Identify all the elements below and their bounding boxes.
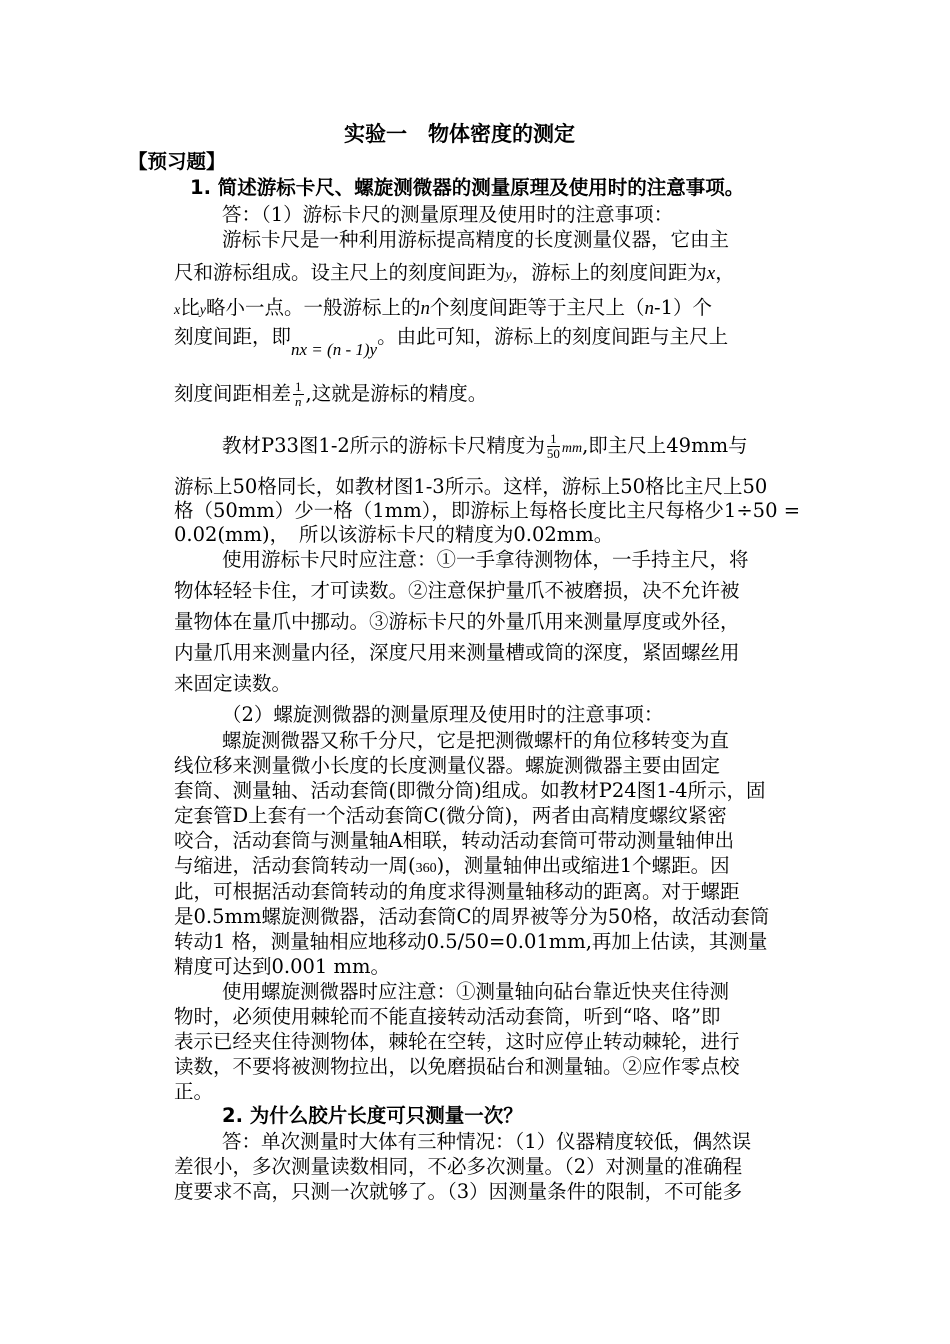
- paragraph-line: 游标卡尺是一种利用游标提高精度的长度测量仪器，它由主: [222, 228, 730, 251]
- paragraph-line: 线位移来测量微小长度的长度测量仪器。螺旋测微器主要由固定: [174, 754, 721, 777]
- paragraph-line: 尺和游标组成。设主尺上的刻度间距为y，游标上的刻度间距为x，: [174, 261, 735, 284]
- paragraph-line: 咬合，活动套筒与测量轴A相联，转动活动套筒可带动测量轴伸出: [174, 829, 735, 852]
- paragraph-line: 精度可达到0.001 mm。: [174, 955, 391, 978]
- paragraph-line: 此，可根据活动套筒转动的角度求得测量轴移动的距离。对于螺距: [174, 880, 740, 903]
- paragraph-line: x比y略小一点。一般游标上的n个刻度间距等于主尺上（n-1）个: [174, 296, 712, 319]
- paragraph-line: 是0.5mm螺旋测微器，活动套筒C的周界被等分为50格，故活动套筒: [174, 905, 770, 928]
- paragraph-line: 物时，必须使用棘轮而不能直接转动活动套筒，听到“咯、咯”即: [174, 1005, 721, 1028]
- paragraph-line: 差很小，多次测量读数相同，不必多次测量。（2）对测量的准确程: [174, 1155, 743, 1178]
- question-1: 1. 简述游标卡尺、螺旋测微器的测量原理及使用时的注意事项。: [190, 176, 745, 199]
- math-var: x: [174, 303, 181, 318]
- paragraph-line: 表示已经夹住待测物体，棘轮在空转，这时应停止转动棘轮，进行: [174, 1030, 740, 1053]
- answer-line: 答：单次测量时大体有三种情况：（1）仪器精度较低，偶然误: [222, 1130, 752, 1153]
- section-heading: 【预习题】: [128, 150, 226, 173]
- paragraph-line: 螺旋测微器又称千分尺，它是把测微螺杆的角位移转变为直: [222, 729, 730, 752]
- paragraph-line: 使用螺旋测微器时应注意：①测量轴向砧台靠近快夹住待测: [222, 980, 730, 1003]
- fraction: $\frac{1}{n}$: [295, 379, 302, 409]
- subsection-line: （2）螺旋测微器的测量原理及使用时的注意事项：: [222, 703, 664, 726]
- math-var: y: [505, 268, 512, 283]
- paragraph-line: 物体轻轻卡住，才可读数。②注意保护量爪不被磨损，决不允许被: [174, 579, 740, 602]
- paragraph-line: 度要求不高，只测一次就够了。（3）因测量条件的限制，不可能多: [174, 1180, 743, 1203]
- paragraph-line: 正。: [174, 1080, 214, 1103]
- equation: nx = (n - 1)y: [291, 340, 378, 359]
- math-var: y: [199, 303, 206, 318]
- paragraph-line: 刻度间距，即nx = (n - 1)y。由此可知，游标上的刻度间距与主尺上: [174, 325, 729, 359]
- paragraph-line: 使用游标卡尺时应注意：①一手拿待测物体，一手持主尺，将: [222, 548, 749, 571]
- paragraph-line: 转动1 格，测量轴相应地移动0.5/50=0.01mm,再加上估读，其测量: [174, 930, 768, 953]
- paragraph-line: 来固定读数。: [174, 672, 292, 695]
- fraction: $\frac{1}{50}$: [546, 431, 560, 461]
- math-var: x: [706, 263, 716, 284]
- paragraph-line: 套筒、测量轴、活动套筒(即微分筒)组成。如教材P24图1-4所示，固: [174, 779, 766, 802]
- question-2: 2. 为什么胶片长度可只测量一次？: [222, 1104, 523, 1127]
- paragraph-line: 0.02(mm)， 所以该游标卡尺的精度为0.02mm。: [174, 523, 614, 546]
- paragraph-line: 与缩进，活动套筒转动一周(360)，测量轴伸出或缩进1个螺距。因: [174, 854, 730, 877]
- paragraph-line: 量物体在量爪中挪动。③游标卡尺的外量爪用来测量厚度或外径，: [174, 610, 740, 633]
- math-var: n: [420, 298, 430, 319]
- paragraph-line: 教材P33图1-2所示的游标卡尺精度为 $\frac{1}{50}$ mm,即主尺上49mm与: [222, 431, 748, 461]
- paragraph-line: 格（50mm）少一格（1mm），即游标上每格长度比主尺每格少1÷50 =: [174, 499, 801, 522]
- answer-line: 答：（1）游标卡尺的测量原理及使用时的注意事项：: [222, 203, 674, 226]
- paragraph-line: 读数，不要将被测物拉出，以免磨损砧台和测量轴。②应作零点校: [174, 1055, 740, 1078]
- paragraph-line: 定套管D上套有一个活动套筒C(微分筒)，两者由高精度螺纹紧密: [174, 804, 727, 827]
- paragraph-line: 刻度间距相差 $\frac{1}{n}$ ,这就是游标的精度。: [174, 379, 488, 409]
- paragraph-line: 内量爪用来测量内径，深度尺用来测量槽或筒的深度，紧固螺丝用: [174, 641, 740, 664]
- doc-title: 实验一 物体密度的测定: [344, 122, 575, 146]
- paragraph-line: 游标上50格同长，如教材图1-3所示。这样，游标上50格比主尺上50: [174, 475, 768, 498]
- math-var: n: [644, 298, 654, 319]
